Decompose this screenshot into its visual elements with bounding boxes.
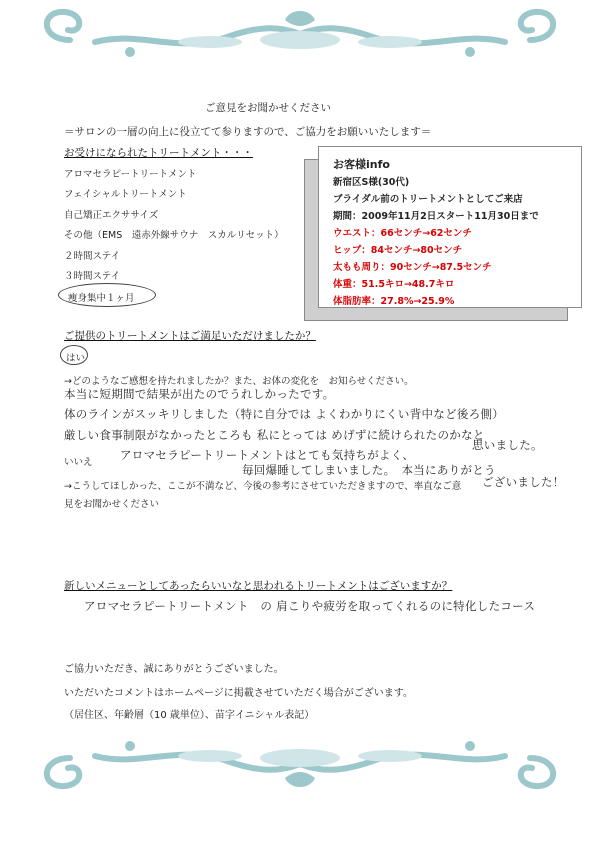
stat-waist	[333, 225, 472, 239]
stat-label: ウエスト	[333, 228, 372, 239]
stat-value: ：51.5キロ→48.7キロ	[352, 279, 455, 290]
treatment-item-selected: 痩身集中１ヶ月	[68, 293, 135, 304]
bottom-ornament	[0, 728, 600, 798]
stat-weight	[333, 276, 454, 290]
new-menu-answer: アロマセラピートリートメント の 肩こりや疲労を取ってくれるのに特化したコース	[84, 599, 536, 613]
stat-label: 体重	[333, 279, 353, 290]
closing-thanks: ご協力いただき、誠にありがとうございました。	[64, 664, 284, 675]
customer-info-box	[318, 146, 582, 308]
stat-hip	[333, 242, 462, 256]
handwritten-comment: 厳しい食事制限がなかったところも 私にとっては めげずに続けられたのかなと	[64, 428, 485, 442]
improvement-prompt-cont: 見をお聞かせください	[64, 499, 160, 510]
customer-info-title: お客様info	[333, 158, 390, 171]
yes-circle	[60, 345, 88, 365]
treatment-item: フェイシャルトリートメント	[64, 189, 187, 200]
customer-purpose: ブライダル前のトリートメントとしてご来店	[333, 194, 523, 205]
closing-format: （居住区、年齢層（10 歳単位）、苗字イニシャル表記）	[64, 710, 315, 721]
impression-prompt: →どのようなご感想を持たれましたか？また、お体の変化を お知らせください。	[64, 376, 414, 387]
stat-value: ：90センチ→87.5センチ	[380, 262, 492, 273]
survey-heading: ご意見をお聞かせください	[205, 102, 331, 114]
stat-label: 体脂肪率	[333, 296, 372, 307]
stat-body-fat	[333, 293, 454, 307]
stat-value: ：66センチ→62センチ	[371, 228, 472, 239]
handwritten-comment: 毎回爆睡してしまいました。 本当にありがとう	[242, 463, 496, 477]
stat-value: ：84センチ→80センチ	[361, 245, 463, 256]
handwritten-comment: ございました！	[482, 475, 565, 489]
stat-thigh	[333, 259, 492, 273]
customer-period: 期間：2009年11月2日スタート11月30日まで	[333, 211, 539, 222]
handwritten-comment: 思いました。	[472, 438, 543, 452]
selection-circle	[58, 283, 156, 307]
handwritten-comment: アロマセラピートリートメントはとても気持ちがよく、	[120, 448, 415, 462]
handwritten-comment: 体のラインがスッキリしました（特に自分では よくわかりにくい背中など後ろ側）	[64, 407, 505, 421]
received-section-title: お受けになられたトリートメント・・・	[64, 147, 253, 159]
stat-label: 太もも周り	[333, 262, 381, 273]
satisfaction-question: ご提供のトリートメントはご満足いただけましたか？	[64, 330, 316, 342]
new-menu-question: 新しいメニューとしてあったらいいなと思われるトリートメントはございますか？	[64, 580, 453, 592]
treatment-item: 自己矯正エクササイズ	[64, 210, 159, 221]
no-option: いいえ	[64, 457, 93, 468]
treatment-item: アロマセラピートリートメント	[64, 169, 197, 180]
treatment-item: その他（EMS 遠赤外線サウナ スカルリセット）	[64, 230, 284, 241]
treatment-item: ２時間ステイ	[64, 251, 121, 262]
stat-label: ヒップ	[333, 245, 362, 256]
handwritten-comment: 本当に短期間で結果が出たのでうれしかったです。	[64, 387, 335, 401]
closing-note: いただいたコメントはホームページに掲載させていただく場合がございます。	[64, 688, 413, 699]
survey-subheading: ＝サロンの一層の向上に役立てて参りますので、ご協力をお願いいたします＝	[64, 126, 432, 138]
top-ornament	[0, 0, 600, 70]
improvement-prompt: →こうしてほしかった、ここが不満など、今後の参考にさせていただきますので、率直なご意	[64, 481, 462, 492]
treatment-item: ３時間ステイ	[64, 271, 121, 282]
stat-value: ：27.8%→25.9%	[371, 296, 455, 307]
customer-name: 新宿区S様(30代)	[333, 177, 410, 188]
yes-option: はい	[66, 353, 86, 364]
